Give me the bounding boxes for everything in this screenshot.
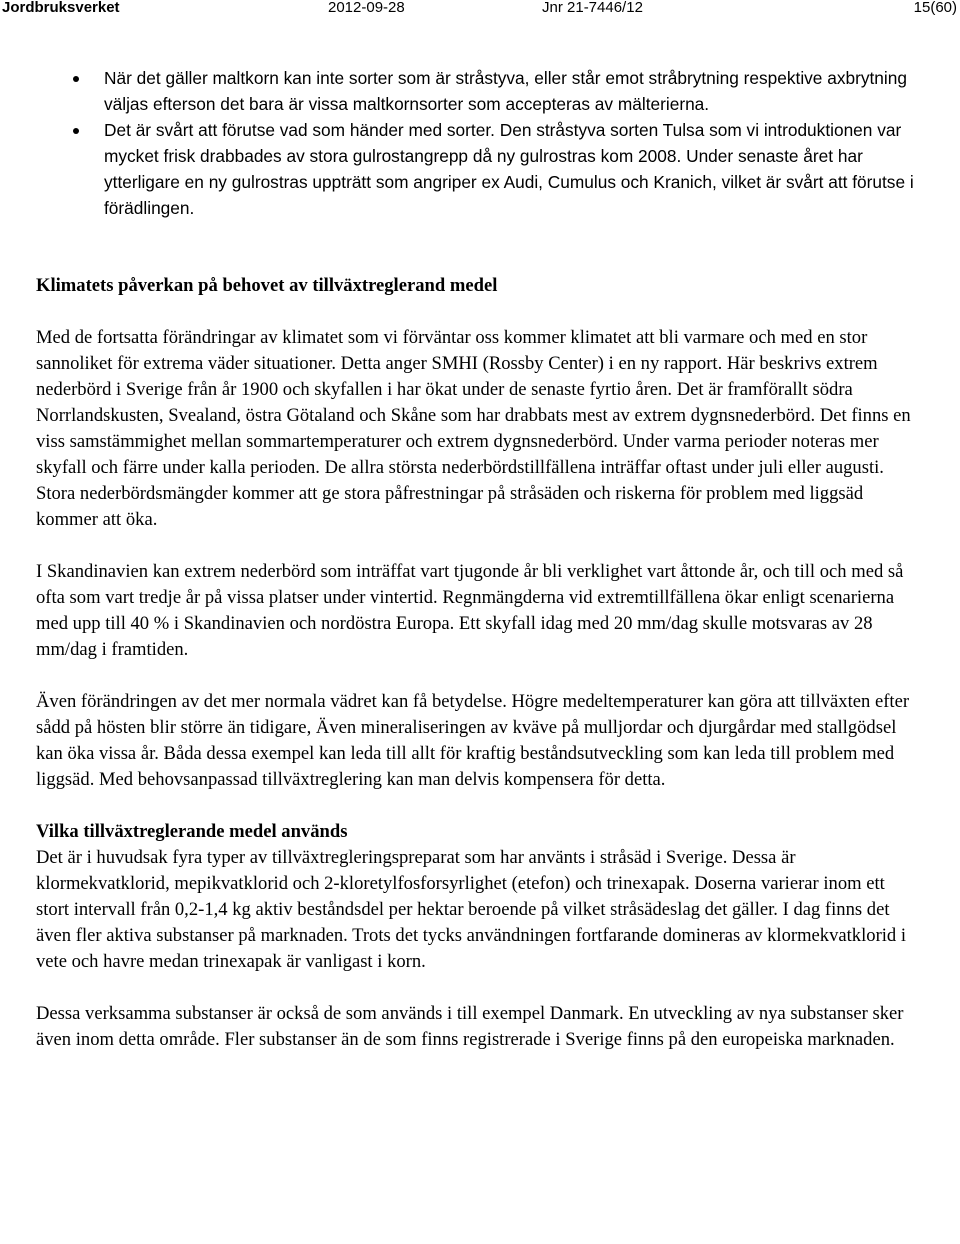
header-organization: Jordbruksverket	[2, 0, 120, 16]
bullet-item-sorter	[36, 117, 920, 221]
paragraph-klimat-2: I Skandinavien kan extrem nederbörd som inträffat vart tjugonde år bli verklighet vart åttonde år, och till och med så ofta som vart tredje år på vissa platser under vintertid. Regnmängderna vid extremtillfällena ökar enligt scenarierna med upp till 40 % i Skandinavien och nordöstra Europa. Ett skyfall idag med 20 mm/dag skulle motsvaras av 28 mm/dag i framtiden.	[36, 561, 904, 660]
bullet-icon	[73, 128, 79, 134]
bullet-icon	[73, 76, 79, 82]
section-heading-klimat: Klimatets påverkan på behovet av tillväxtreglerand medel	[36, 275, 498, 296]
paragraph-klimat-3: Även förändringen av det mer normala vädret kan få betydelse. Högre medeltemperaturer kan göra att tillväxten efter sådd på hösten blir större än tidigare, Även mineraliseringen av kväve på mulljordar och djurgårdar med stallgödsel kan öka vissa år. Båda dessa exempel kan leda till allt för kraftig beståndsutveckling som kan leda till problem med liggsäd. Med behovsanpassad tillväxtreglering kan man delvis kompensera för detta.	[36, 691, 910, 790]
bullet-text: När det gäller maltkorn kan inte sorter som är stråstyva, eller står emot stråbrytning respektive axbrytning väljas efterson det bara är vissa maltkornsorter som accepteras av mälterierna.	[104, 68, 907, 114]
document-body	[36, 65, 920, 1053]
bullet-item-maltkorn	[36, 65, 920, 117]
bullet-list	[36, 65, 920, 221]
bullet-text: Det är svårt att förutse vad som händer med sorter. Den stråstyva sorten Tulsa som vi introduktionen var mycket frisk drabbades av stora gulrostangrepp då ny gulrostras kom 2008. Under senaste året har ytterligare en ny gulrostras uppträtt som angriper ex Audi, Cumulus och Kranich, vilket är svårt att förutse i förädlingen.	[104, 120, 914, 218]
section-heading-medel: Vilka tillväxtreglerande medel används	[36, 821, 348, 842]
paragraph-klimat-1: Med de fortsatta förändringar av klimatet som vi förväntar oss kommer klimatet att bli varmare och med en stor sannoliket för extrema väder situationer. Detta anger SMHI (Rossby Center) i en ny rapport. Här beskrivs extrem nederbörd i Sverige från år 1900 och skyfallen i har ökat under de senaste fyrtio åren. Det är framförallt södra Norrlandskusten, Svealand, östra Götaland och Skåne som har drabbats mest av extrem dygnsnederbörd. Det finns en viss samstämmighet mellan sommartemperaturer och extrem dygnsnederbörd. Under varma perioder noteras mer skyfall och färre under kalla perioden. De allra största nederbördstillfällena inträffar oftast under juli eller augusti. Stora nederbördsmängder kommer att ge stora påfrestningar på stråsäden och riskerna för problem med liggsäd kommer att öka.	[36, 327, 911, 530]
paragraph-medel-2: Dessa verksamma substanser är också de som används i till exempel Danmark. En utveckling av nya substanser sker även inom detta område. Fler substanser än de som finns registrerade i Sverige finns på den europeiska marknaden.	[36, 1003, 904, 1050]
header-reference: Jnr 21-7446/12	[542, 0, 643, 16]
page-header	[0, 0, 960, 20]
header-page-number: 15(60)	[913, 0, 957, 16]
header-date: 2012-09-28	[328, 0, 405, 16]
paragraph-medel-1: Det är i huvudsak fyra typer av tillväxtregleringspreparat som har använts i stråsäd i Sverige. Dessa är klormekvatklorid, mepikvatklorid och 2-kloretylfosforsyrlighet (etefon) och trinexapak. Doserna varierar inom ett stort intervall från 0,2-1,4 kg aktiv beståndsdel per hektar beroende på vilket stråsädeslag det gäller. I dag finns det även fler aktiva substanser på marknaden. Trots det tycks användningen fortfarande domineras av klormekvatklorid i vete och havre medan trinexapak är vanligast i korn.	[36, 847, 907, 972]
